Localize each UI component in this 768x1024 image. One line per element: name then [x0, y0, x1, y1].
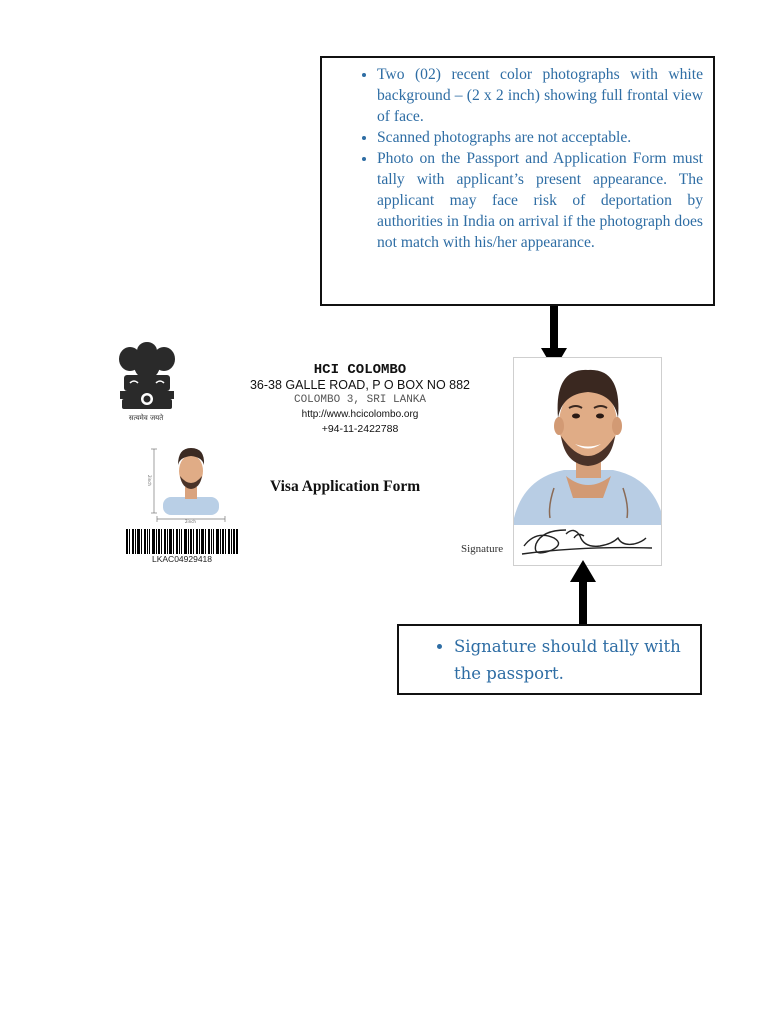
photo-requirements-box [320, 56, 715, 306]
form-title: Visa Application Form [270, 478, 421, 495]
national-emblem-logo [112, 337, 182, 425]
phone-text: +94-11-2422788 [321, 423, 399, 435]
address-line-1: 36-38 GALLE ROAD, P O BOX NO 882 [249, 378, 470, 392]
dimension-label: 2inch [185, 519, 196, 524]
small-sample-photo [145, 443, 231, 527]
office-header [240, 362, 480, 437]
barcode-number: LKAC04929418 [151, 554, 213, 564]
signature-note-box [397, 624, 702, 695]
person-photo-icon [145, 443, 231, 527]
list-item: • Scanned photographs are not acceptable. [377, 127, 703, 148]
signature-note-list [399, 626, 700, 687]
arrow-up-icon [568, 558, 598, 626]
person-photo-icon [514, 358, 662, 566]
list-item: • Signature should tally with the passport. [454, 633, 692, 687]
signature-label: Signature [461, 543, 504, 555]
dimension-label: 2inch [147, 475, 152, 486]
office-name: HCI COLOMBO [313, 362, 407, 378]
list-item: • Two (02) recent color photographs with white background – (2 x 2 inch) showing full frontal view of face. [377, 64, 703, 127]
photo-requirements-list [322, 58, 713, 253]
applicant-photo [513, 357, 662, 566]
emblem-caption: सत्यमेव जयते [128, 414, 164, 422]
barcode-image [126, 529, 238, 554]
address-line-2: COLOMBO 3, SRI LANKA [293, 394, 427, 406]
website-text: http://www.hcicolombo.org [301, 409, 419, 420]
list-item: • Photo on the Passport and Application Form must tally with applicant’s present appearance. The applicant may face risk of deportation by authorities in India on arrival if the photograph does not match with his/her appearance. [377, 148, 703, 253]
